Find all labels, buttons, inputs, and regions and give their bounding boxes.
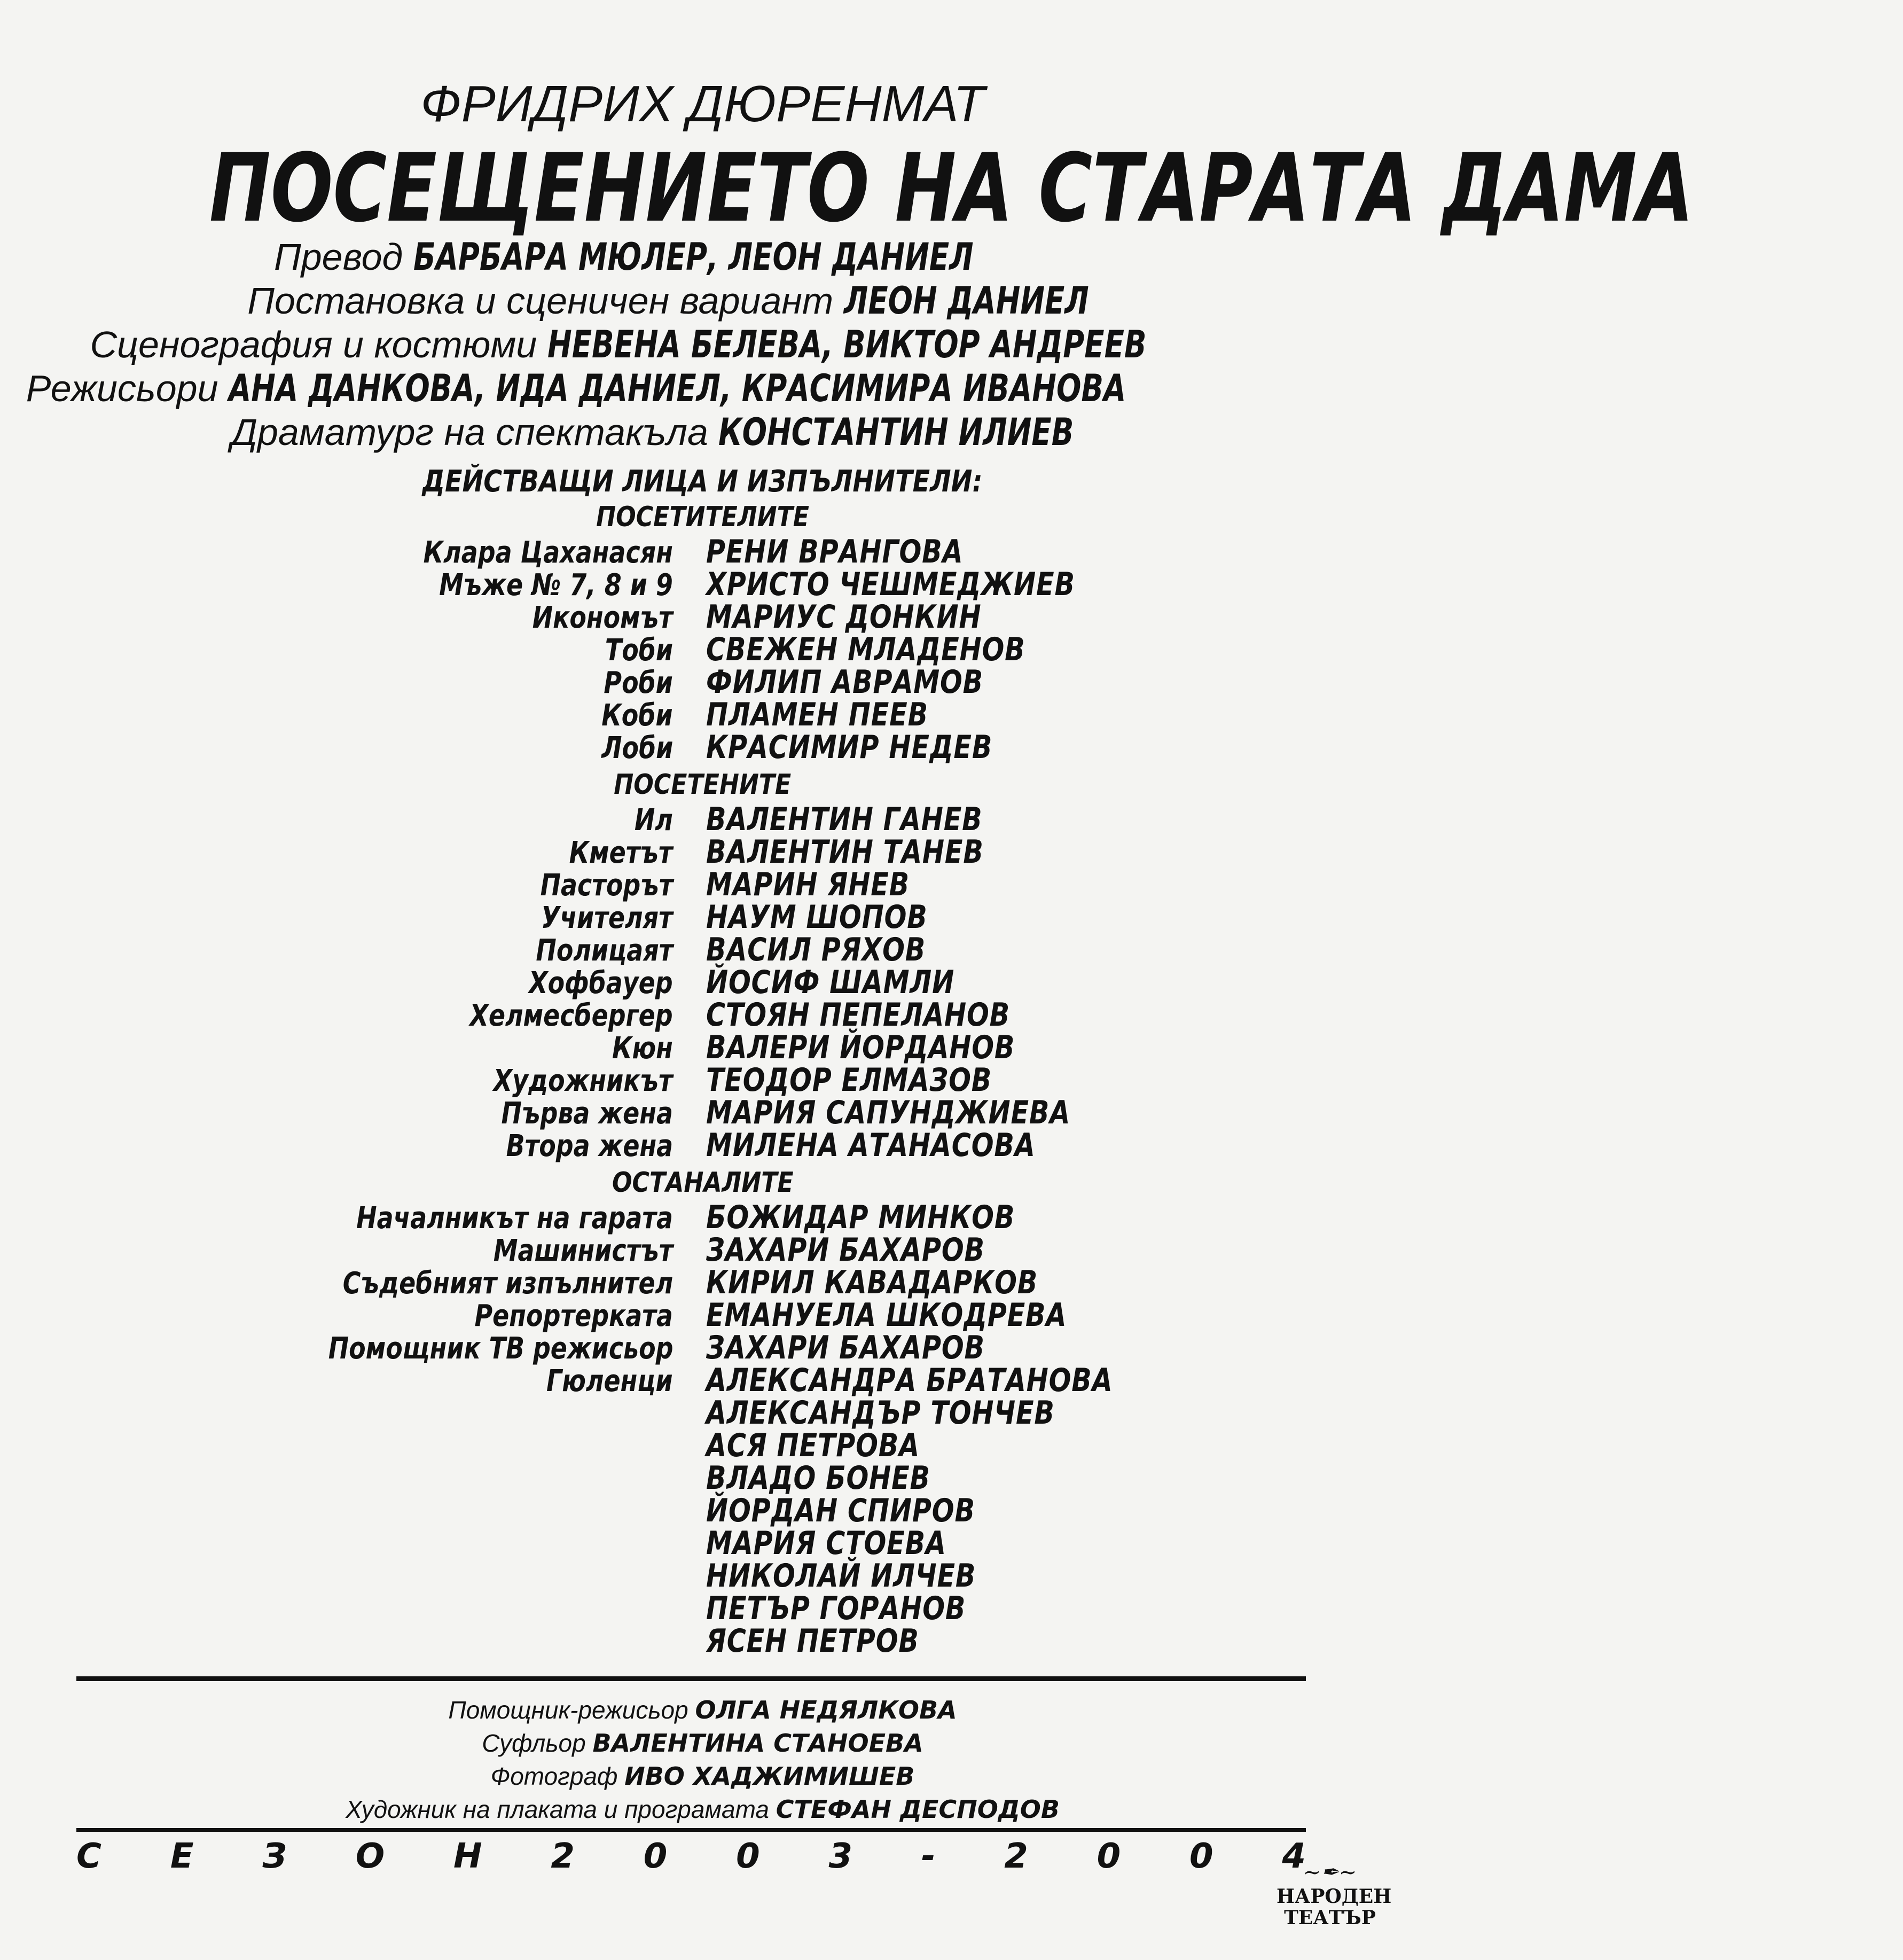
cast-actor-text: МИЛЕНА АТАНАСОВА	[706, 1127, 1036, 1164]
credit-line	[0, 323, 1405, 366]
cast-actor	[706, 1557, 1035, 1595]
staff-label: Помощник-режисьор	[448, 1696, 688, 1724]
cast-actor	[706, 598, 1042, 636]
cast-role	[253, 1331, 674, 1366]
season-glyph: З	[262, 1837, 287, 1876]
cast-actor-text: МАРИЯ СТОЕВА	[706, 1525, 946, 1562]
cast-actor	[706, 801, 1043, 838]
credit-label: Превод	[274, 236, 403, 278]
cast-role	[599, 1031, 673, 1066]
staff-name: ИВО ХАДЖИМИШЕВ	[624, 1762, 915, 1791]
cast-actor	[706, 1264, 1110, 1301]
cast-actor-text: ЕМАНУЕЛА ШКОДРЕВА	[706, 1297, 1067, 1334]
cast-role-text: Клара Цаханасян	[423, 535, 673, 570]
staff-name: СТЕФАН ДЕСПОДОВ	[776, 1795, 1060, 1824]
cast-role-text: Мъже № 7, 8 и 9	[439, 568, 673, 603]
cast-role	[586, 731, 673, 766]
cast-role	[270, 1266, 673, 1301]
cast-actor-text: ВАЛЕНТИН ТАНЕВ	[706, 833, 984, 871]
cast-actor-text: НАУМ ШОПОВ	[706, 899, 928, 936]
cast-role	[464, 1096, 673, 1131]
cast-actor-text: АЛЕКСАНДЪР ТОНЧЕВ	[706, 1394, 1055, 1432]
cast-role	[546, 835, 673, 870]
cast-role	[497, 966, 673, 1001]
staff-label: Суфльор	[482, 1729, 586, 1757]
national-theatre-logo	[1277, 1859, 1392, 1950]
cast-actor-text: ЗАХАРИ БАХАРОВ	[706, 1231, 985, 1269]
cast-role	[469, 1129, 673, 1163]
cast-actor-text: ВАСИЛ РЯХОВ	[706, 931, 926, 969]
cast-actor	[706, 833, 1045, 871]
cast-actor	[706, 931, 974, 969]
cast-role	[454, 1233, 673, 1268]
cast-actor	[706, 899, 976, 936]
cast-actor	[706, 1061, 1055, 1099]
season-glyph: -	[921, 1837, 936, 1876]
credit-line	[0, 366, 1405, 410]
credit-label: Драматург на спектакъла	[231, 411, 708, 453]
season-glyph: 4	[1282, 1837, 1306, 1876]
cast-actor	[706, 1590, 1023, 1627]
author-name: ФРИДРИХ ДЮРЕНМАТ	[420, 75, 985, 132]
cast-actor-text: РЕНИ ВРАНГОВА	[706, 533, 964, 571]
cast-role-text: Кметът	[569, 835, 673, 870]
staff-name: ВАЛЕНТИНА СТАНОЕВА	[592, 1729, 923, 1758]
cast-role-text: Втора жена	[506, 1129, 673, 1163]
cast-actor	[706, 1427, 967, 1464]
cast-role	[590, 633, 673, 668]
cast-role-text: Помощник ТВ режисьор	[328, 1331, 673, 1366]
cast-actor-text: КРАСИМИР НЕДЕВ	[706, 729, 993, 766]
cast-group-heading-text: ОСТАНАЛИТЕ	[612, 1167, 794, 1199]
season-glyph: 0	[736, 1837, 760, 1876]
cast-role	[287, 1201, 673, 1236]
cast-role-text: Началникът на гарата	[356, 1201, 673, 1236]
season-line	[76, 1838, 1306, 1875]
cast-actor-text: ЯСЕН ПЕТРОВ	[706, 1622, 919, 1660]
credit-names: ЛЕОН ДАНИЕЛ	[843, 279, 1089, 323]
staff-label: Художник на плаката и програмата	[346, 1795, 769, 1823]
cast-role	[425, 998, 673, 1033]
credit-names: БАРБАРА МЮЛЕР, ЛЕОН ДАНИЕЛ	[413, 235, 974, 279]
cast-actor	[706, 1094, 1150, 1131]
cast-actor	[706, 1329, 1046, 1366]
divider-rule	[76, 1676, 1306, 1681]
cast-group-heading	[0, 501, 1405, 533]
cast-actor-text: ЙОСИФ ШАМЛИ	[706, 964, 955, 1001]
staff-line	[0, 1762, 1405, 1791]
play-title	[0, 134, 1694, 243]
cast-actor-text: ФИЛИП АВРАМОВ	[706, 663, 983, 701]
cast-actor	[706, 1362, 1202, 1399]
season-glyph: Н	[453, 1837, 482, 1876]
cast-actor	[706, 729, 1055, 766]
cast-actor-text: ВЛАДО БОНЕВ	[706, 1459, 930, 1497]
cast-role-text: Ил	[634, 803, 673, 838]
cast-actor	[706, 1029, 1083, 1066]
cast-actor-text: ВАЛЕРИ ЙОРДАНОВ	[706, 1029, 1015, 1066]
cast-role-text: Лоби	[601, 731, 673, 766]
cast-heading	[0, 464, 1405, 499]
cast-actor	[706, 1492, 1034, 1529]
cast-role-text: Роби	[604, 666, 673, 700]
season-glyph: 0	[643, 1837, 668, 1876]
cast-role-text: Икономът	[532, 600, 673, 635]
cast-role-text: Първа жена	[501, 1096, 673, 1131]
cast-actor	[706, 964, 1009, 1001]
cast-role-text: Машинистът	[493, 1233, 673, 1268]
credit-names: НЕВЕНА БЕЛЕВА, ВИКТОР АНДРЕЕВ	[547, 323, 1147, 366]
cast-actor	[706, 696, 977, 733]
cast-role	[369, 535, 673, 570]
cast-role-text: Кюн	[612, 1031, 673, 1066]
credit-names: КОНСТАНТИН ИЛИЕВ	[718, 410, 1074, 454]
staff-line	[0, 1729, 1405, 1758]
cast-role	[589, 666, 673, 700]
cast-actor-text: МАРИУС ДОНКИН	[706, 598, 982, 636]
cast-actor	[706, 1622, 966, 1660]
cast-role-text: Хофбауер	[529, 966, 673, 1001]
cast-actor	[706, 631, 1095, 668]
season-glyph: 2	[1004, 1837, 1028, 1876]
logo-line-1: НАРОДЕН	[1277, 1885, 1392, 1908]
cast-actor	[706, 566, 1156, 603]
staff-name: ОЛГА НЕДЯЛКОВА	[695, 1696, 957, 1724]
credit-label: Сценография и костюми	[90, 324, 537, 365]
cast-actor-text: БОЖИДАР МИНКОВ	[706, 1199, 1015, 1236]
cast-actor-text: ЙОРДАН СПИРОВ	[706, 1492, 975, 1529]
cast-actor-text: ПЕТЪР ГОРАНОВ	[706, 1590, 966, 1627]
cast-role-text: Полицаят	[536, 933, 673, 968]
author-line	[0, 75, 1405, 134]
cast-actor-text: АЛЕКСАНДРА БРАТАНОВА	[706, 1362, 1113, 1399]
cast-group-heading-text: ПОСЕТЕНИТЕ	[614, 769, 792, 801]
staff-label: Фотограф	[490, 1762, 618, 1790]
season-glyph: 0	[1189, 1837, 1213, 1876]
season-glyph: 0	[1097, 1837, 1121, 1876]
season-glyph: С	[76, 1837, 101, 1876]
cast-actor	[706, 996, 1077, 1034]
logo-line-2: ТЕАТЪР	[1284, 1907, 1376, 1929]
cast-actor	[706, 1394, 1131, 1432]
cast-group-heading-text: ПОСЕТИТЕЛИТЕ	[596, 501, 809, 533]
cast-group-heading	[0, 1167, 1405, 1199]
cast-role-text: Гюленци	[546, 1364, 673, 1399]
cast-actor	[706, 1459, 980, 1497]
play-title-text: ПОСЕЩЕНИЕТО НА СТАРАТА ДАМА	[209, 134, 1694, 243]
cast-actor-text: ТЕОДОР ЕЛМАЗОВ	[706, 1061, 992, 1099]
credit-line	[0, 235, 1405, 279]
logo-signature-icon: ~✒~	[1303, 1860, 1357, 1885]
divider-rule	[76, 1828, 1306, 1832]
cast-role	[626, 803, 673, 838]
staff-line	[0, 1795, 1405, 1824]
credit-line	[0, 410, 1405, 454]
credit-label: Постановка и сценичен вариант	[247, 280, 834, 322]
credit-names: АНА ДАНКОВА, ИДА ДАНИЕЛ, КРАСИМИРА ИВАНОВА	[229, 366, 1126, 410]
cast-role-text: Съдебният изпълнител	[342, 1266, 673, 1301]
cast-actor-text: СВЕЖЕН МЛАДЕНОВ	[706, 631, 1025, 668]
cast-actor-text: СТОЯН ПЕПЕЛАНОВ	[706, 996, 1011, 1034]
cast-actor	[706, 663, 1044, 701]
cast-role	[519, 1364, 673, 1399]
cast-actor	[706, 1199, 1083, 1236]
cast-actor	[706, 533, 1020, 571]
cast-actor-text: ВАЛЕНТИН ГАНЕВ	[706, 801, 983, 838]
cast-actor-text: ЗАХАРИ БАХАРОВ	[706, 1329, 985, 1366]
cast-role-text: Пасторът	[540, 868, 673, 903]
cast-role-text: Тоби	[605, 633, 673, 668]
cast-actor-text: НИКОЛАЙ ИЛЧЕВ	[706, 1557, 976, 1595]
season-glyph: 3	[828, 1837, 852, 1876]
cast-role-text: Учителят	[541, 901, 673, 935]
cast-role	[512, 901, 673, 935]
cast-actor-text: МАРИН ЯНЕВ	[706, 866, 910, 903]
cast-actor-text: МАРИЯ САПУНДЖИЕВА	[706, 1094, 1071, 1131]
cast-actor	[706, 1127, 1108, 1164]
cast-role-text: Художникът	[494, 1064, 673, 1098]
cast-actor-text: ХРИСТО ЧЕШМЕДЖИЕВ	[706, 566, 1075, 603]
cast-role	[506, 933, 673, 968]
cast-role	[511, 868, 673, 903]
cast-group-heading	[0, 769, 1405, 801]
cast-role	[502, 600, 673, 635]
season-glyph: О	[355, 1837, 385, 1876]
cast-role-text: Репортерката	[474, 1299, 673, 1333]
cast-heading-text: ДЕЙСТВАЩИ ЛИЦА И ИЗПЪЛНИТЕЛИ:	[422, 464, 983, 499]
cast-role-text: Коби	[601, 698, 673, 733]
cast-role	[454, 1064, 673, 1098]
credit-label: Режисьори	[26, 368, 218, 409]
cast-actor	[706, 1297, 1146, 1334]
cast-actor-text: ПЛАМЕН ПЕЕВ	[706, 696, 928, 733]
cast-role	[586, 698, 673, 733]
cast-role	[431, 1299, 673, 1333]
cast-actor	[706, 1231, 1046, 1269]
season-glyph: Е	[170, 1837, 194, 1876]
credit-line	[0, 279, 1405, 323]
cast-actor-text: КИРИЛ КАВАДАРКОВ	[706, 1264, 1038, 1301]
staff-line	[0, 1696, 1405, 1724]
cast-actor-text: АСЯ ПЕТРОВА	[706, 1427, 920, 1464]
cast-role-text: Хелмесбергер	[469, 998, 673, 1033]
season-glyph: 2	[551, 1837, 575, 1876]
cast-actor	[706, 866, 954, 903]
cast-role	[388, 568, 673, 603]
cast-actor	[706, 1525, 999, 1562]
